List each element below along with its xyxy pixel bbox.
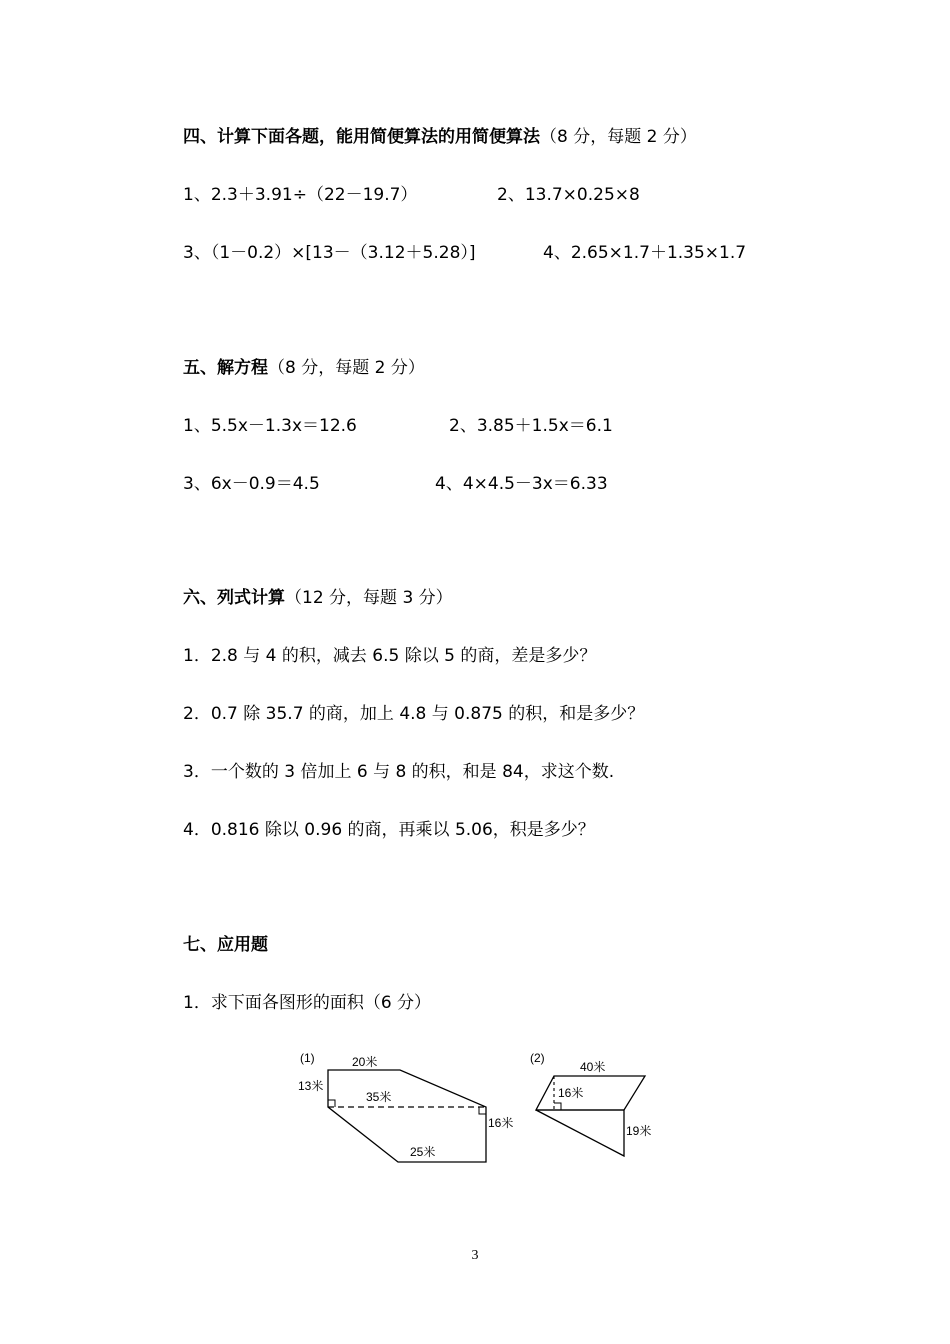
page-number: 3 — [471, 1248, 479, 1263]
figure-1-bottom-length: 25米 — [410, 1145, 436, 1159]
problem-4-3: 3、（1－0.2）×[13－（3.12＋5.28）] — [183, 243, 476, 263]
section-6-heading — [183, 587, 453, 609]
figure-1 — [298, 1051, 513, 1162]
figure-2-top-length: 40米 — [580, 1060, 606, 1074]
problem-4-1: 1、2.3＋3.91÷（22－19.7） — [183, 185, 418, 205]
problem-6-2: 2．0.7 除 35.7 的商，加上 4.8 与 0.875 的积，和是多少？ — [183, 704, 645, 724]
section-4-title: 四、计算下面各题，能用简便算法的用简便算法 — [183, 127, 540, 147]
section-4-row-2 — [183, 242, 747, 264]
section-5-row-2 — [183, 473, 608, 495]
section-7-title: 七、应用题 — [183, 935, 268, 955]
figure-1-label: (1) — [300, 1051, 315, 1065]
problem-6-3: 3．一个数的 3 倍加上 6 与 8 的积，和是 84，求这个数. — [183, 762, 615, 782]
figure-2-right-angle — [554, 1103, 561, 1110]
figure-1-right-angle-left — [328, 1100, 335, 1107]
problem-6-4: 4．0.816 除以 0.96 的商，再乘以 5.06，积是多少？ — [183, 820, 595, 840]
section-6-title: 六、列式计算 — [183, 588, 285, 608]
problem-7-1: 1．求下面各图形的面积（6 分） — [183, 993, 432, 1013]
figure-1-outline — [328, 1070, 486, 1162]
figure-2 — [530, 1051, 651, 1156]
problem-4-4: 4、2.65×1.7＋1.35×1.7 — [543, 243, 747, 263]
problem-4-2: 2、13.7×0.25×8 — [497, 185, 640, 205]
figure-2-parallelogram — [536, 1076, 645, 1110]
problem-5-2: 2、3.85＋1.5x＝6.1 — [449, 416, 613, 436]
section-5-title: 五、解方程 — [183, 358, 268, 378]
problem-5-4: 4、4×4.5－3x＝6.33 — [435, 474, 608, 494]
figure-1-right-length: 16米 — [488, 1116, 514, 1130]
figure-2-triangle — [536, 1110, 624, 1156]
figure-1-left-length: 13米 — [298, 1079, 324, 1093]
section-4-note: （8 分，每题 2 分） — [540, 127, 697, 147]
figure-1-right-angle-right — [479, 1107, 486, 1114]
figure-2-height-length: 16米 — [558, 1086, 584, 1100]
section-4-heading — [183, 126, 697, 148]
figure-1-middle-length: 35米 — [366, 1090, 392, 1104]
section-5-note: （8 分，每题 2 分） — [268, 358, 425, 378]
problem-5-3: 3、6x－0.9＝4.5 — [183, 474, 320, 494]
problem-5-1: 1、5.5x－1.3x＝12.6 — [183, 416, 357, 436]
figure-1-top-length: 20米 — [352, 1055, 378, 1069]
figure-2-label: (2) — [530, 1051, 545, 1065]
section-4-row-1 — [183, 184, 640, 206]
problem-6-1: 1．2.8 与 4 的积，减去 6.5 除以 5 的商，差是多少？ — [183, 646, 597, 666]
figure-2-right-length: 19米 — [626, 1124, 652, 1138]
area-figures — [290, 1040, 670, 1180]
section-5-heading — [183, 357, 425, 379]
section-6-note: （12 分，每题 3 分） — [285, 588, 453, 608]
section-5-row-1 — [183, 415, 613, 437]
section-7-heading — [183, 934, 268, 956]
